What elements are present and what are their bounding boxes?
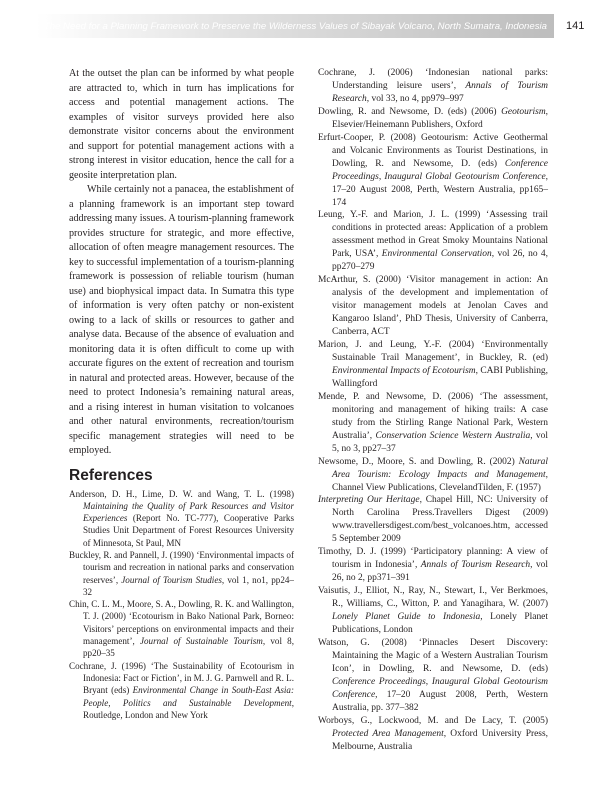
reference-text: Marion, J. and Leung, Y.-F. (2004) ‘Environmentally Sustainable Trail Management’, in Buckley, R. (ed) [318, 340, 548, 363]
left-column [69, 67, 294, 721]
reference-list-left [69, 488, 294, 722]
body-paragraph-1: At the outset the plan can be informed by what people are attracted to, which in turn has implications for access and potential management actions. The examples of visitor surveys provided here also demonstrate visitor concerns about the environment and support for potential management actions with a strong interest in visitor education, hence the call for a geosite interpretation plan. [69, 68, 294, 181]
reference-text: Mende, P. and Newsome, D. (2006) ‘The assessment, monitoring and management of hiking trails: A case study from the Stirling Range National Park, Western Australia’, [318, 391, 548, 441]
reference-title: Conference Proceedings, Inaugural Global Geotourism Conference [332, 676, 548, 700]
reference-details: , Lonely Planet Publications, London [332, 612, 548, 635]
reference-details: , Routledge, London and New York [83, 697, 294, 720]
reference-entry [69, 598, 294, 659]
reference-text: Chin, C. L. M., Moore, S. A., Dowling, R. K. and Wallington, T. J. (2000) ‘Ecotourism in Bako National Park, Borneo: Visitors’ perceptions on environmental impacts and their management’, [69, 599, 294, 647]
reference-entry [318, 715, 548, 754]
reference-details: , vol 26, no 2, pp371–391 [332, 560, 548, 584]
reference-details: , CABI Publishing, Wallingford [332, 365, 548, 389]
running-title: The Need for a Planning Framework to Preserve the Wilderness Values of Sibayak Volcano, North Sumatra, Indonesia [43, 21, 547, 32]
reference-details: , vol 33, no 4, pp979–997 [366, 93, 464, 104]
reference-entry [69, 488, 294, 549]
reference-title: Environmental Conservation [381, 249, 492, 260]
reference-text: Leung, Y.-F. and Marion, J. L. (1999) ‘Assessing trail conditions in protected areas: Application of a problem assessment method in Great Smoky Mountains National Park, USA’, [318, 210, 548, 260]
reference-title: Maintaining the Quality of Park Resources and Visitor Experiences [83, 500, 294, 524]
reference-title: Conference Proceedings, Inaugural Global Geotourism Conference [332, 158, 548, 182]
running-header [0, 14, 613, 40]
reference-entry [318, 456, 548, 495]
reference-details: , 17–20 August 2008, Perth, Western Australia, pp165–174 [332, 171, 548, 208]
reference-entry [318, 67, 548, 106]
reference-details: , vol 8, pp20–35 [83, 636, 294, 659]
reference-text: Erfurt-Cooper, P. (2008) Geotourism: Active Geothermal and Volcanic Environments as Tourist Destinations, in Dowling, R. and Newsome, D. (eds) [318, 132, 548, 169]
reference-text: Cochrane, J. (2006) ‘Indonesian national parks: Understanding leisure users’, [318, 68, 548, 91]
reference-title: Interpreting Our Heritage [318, 495, 420, 506]
reference-details: , vol 26, no 4, pp270–279 [332, 249, 548, 273]
reference-text: Buckley, R. and Pannell, J. (1990) ‘Environmental impacts of tourism and recreation in national parks and conservation reserves’, [69, 549, 294, 585]
reference-title: Environmental Change in South-East Asia: People, Politics and Sustainable Development [83, 685, 295, 708]
reference-title: Annals of Tourism Research [420, 560, 531, 571]
reference-title: Conservation Science Western Australia [375, 430, 531, 441]
reference-title: Protected Area Management [332, 728, 444, 739]
reference-details: , 17–20 August 2008, Perth, Western Australia, pp. 377–382 [332, 689, 548, 713]
reference-title: Annals of Tourism Research [332, 80, 548, 104]
reference-entry [318, 391, 548, 456]
reference-title: Journal of Sustainable Tourism [139, 636, 263, 647]
body-paragraph-2: While certainly not a panacea, the establishment of a planning framework is an important step toward addressing many issues. A tourism-planning framework provides structure for strategic, and more effective, allocation of often meagre management resources. The key to successful implementation of a tourism-planning framework is possession of reliable tourism (human use) and biophysical impact data. In Sumatra this type of information is very often patchy or non-existent owing to a lack of skills or resources to gather and analyse data. Because of the absence of evaluation and monitoring data it is often difficult to come up with accurate figures on the extent of recreation and tourism in natural and protected areas. However, because of the need to protect Indonesia’s remaining natural areas, and a rising interest in human visitation to volcanoes and other natural environments, recreation/tourism specific management strategies will need to be employed. [69, 184, 294, 456]
reference-entry [318, 209, 548, 274]
reference-text: Timothy, D. J. (1999) ‘Participatory planning: A view of tourism in Indonesia’, [318, 547, 548, 571]
references-heading: References [69, 466, 153, 484]
reference-entry [69, 549, 294, 598]
reference-text: Watson, G. (2008) ‘Pinnacles Desert Discovery: Maintaining the Magic of a Western Australian Tourism Icon’, in Dowling, R. and Newsome, D. (eds) [318, 637, 548, 674]
page-number: 141 [566, 20, 585, 32]
reference-entry [318, 106, 548, 132]
reference-entry [318, 494, 548, 546]
reference-details: , vol 5, no 3, pp27–37 [332, 430, 548, 454]
reference-details: , Channel View Publications, ClevelandTilden, F. (1957) [332, 469, 548, 493]
reference-entry [69, 660, 294, 721]
reference-entry [318, 585, 548, 637]
reference-details: , Oxford University Press, Melbourne, Australia [332, 728, 548, 752]
reference-title: Natural Area Tourism: Ecology Impacts and Management [332, 456, 548, 480]
reference-text: Vaisutis, J., Elliot, N., Ray, N., Stewart, I., Ver Berkmoes, R., Williams, C., Witton, P. and Yanagihara, W. (2007) [318, 586, 548, 610]
reference-title: Lonely Planet Guide to Indonesia [332, 612, 481, 623]
reference-details: , vol 1, no1, pp24–32 [83, 574, 294, 597]
reference-details: , Elsevier/Heinemann Publishers, Oxford [332, 106, 548, 130]
reference-details: (Report No. TC-777), Cooperative Parks Studies Unit Department of Forest Resources University of Minnesota, St Paul, MN [83, 513, 294, 548]
reference-entry [318, 637, 548, 715]
reference-title: Journal of Tourism Studies [121, 574, 222, 585]
reference-text: Worboys, G., Lockwood, M. and De Lacy, T. (2005) [318, 715, 548, 726]
reference-details: , Chapel Hill, NC: University of North Carolina Press.Travellers Digest (2009) www.travellersdigest.com/best_volcanoes.htm, accessed 5 September 2009 [332, 495, 548, 545]
reference-text: Cochrane, J. (1996) ‘The Sustainability of Ecotourism in Indonesia: Fact or Fiction’, in M. J. G. Parnwell and R. L. Bryant (eds) [69, 660, 294, 696]
right-column [318, 67, 548, 754]
reference-text: Newsome, D., Moore, S. and Dowling, R. (2002) [318, 456, 519, 467]
reference-text: Dowling, R. and Newsome, D. (eds) (2006) [318, 106, 502, 117]
reference-entry [318, 339, 548, 391]
reference-list-right [318, 67, 548, 754]
reference-title: Geotourism [501, 106, 546, 117]
reference-entry [318, 132, 548, 210]
reference-text: Anderson, D. H., Lime, D. W. and Wang, T. L. (1998) [69, 488, 294, 499]
reference-text: McArthur, S. (2000) ‘Visitor management in action: An analysis of the development and implementation of visitor management models at Jenolan Caves and Kangaroo Island’, PhD Thesis, University of Canberra, Canberra, ACT [318, 275, 548, 338]
reference-entry [318, 274, 548, 339]
reference-title: Environmental Impacts of Ecotourism [332, 365, 476, 376]
reference-entry [318, 546, 548, 585]
